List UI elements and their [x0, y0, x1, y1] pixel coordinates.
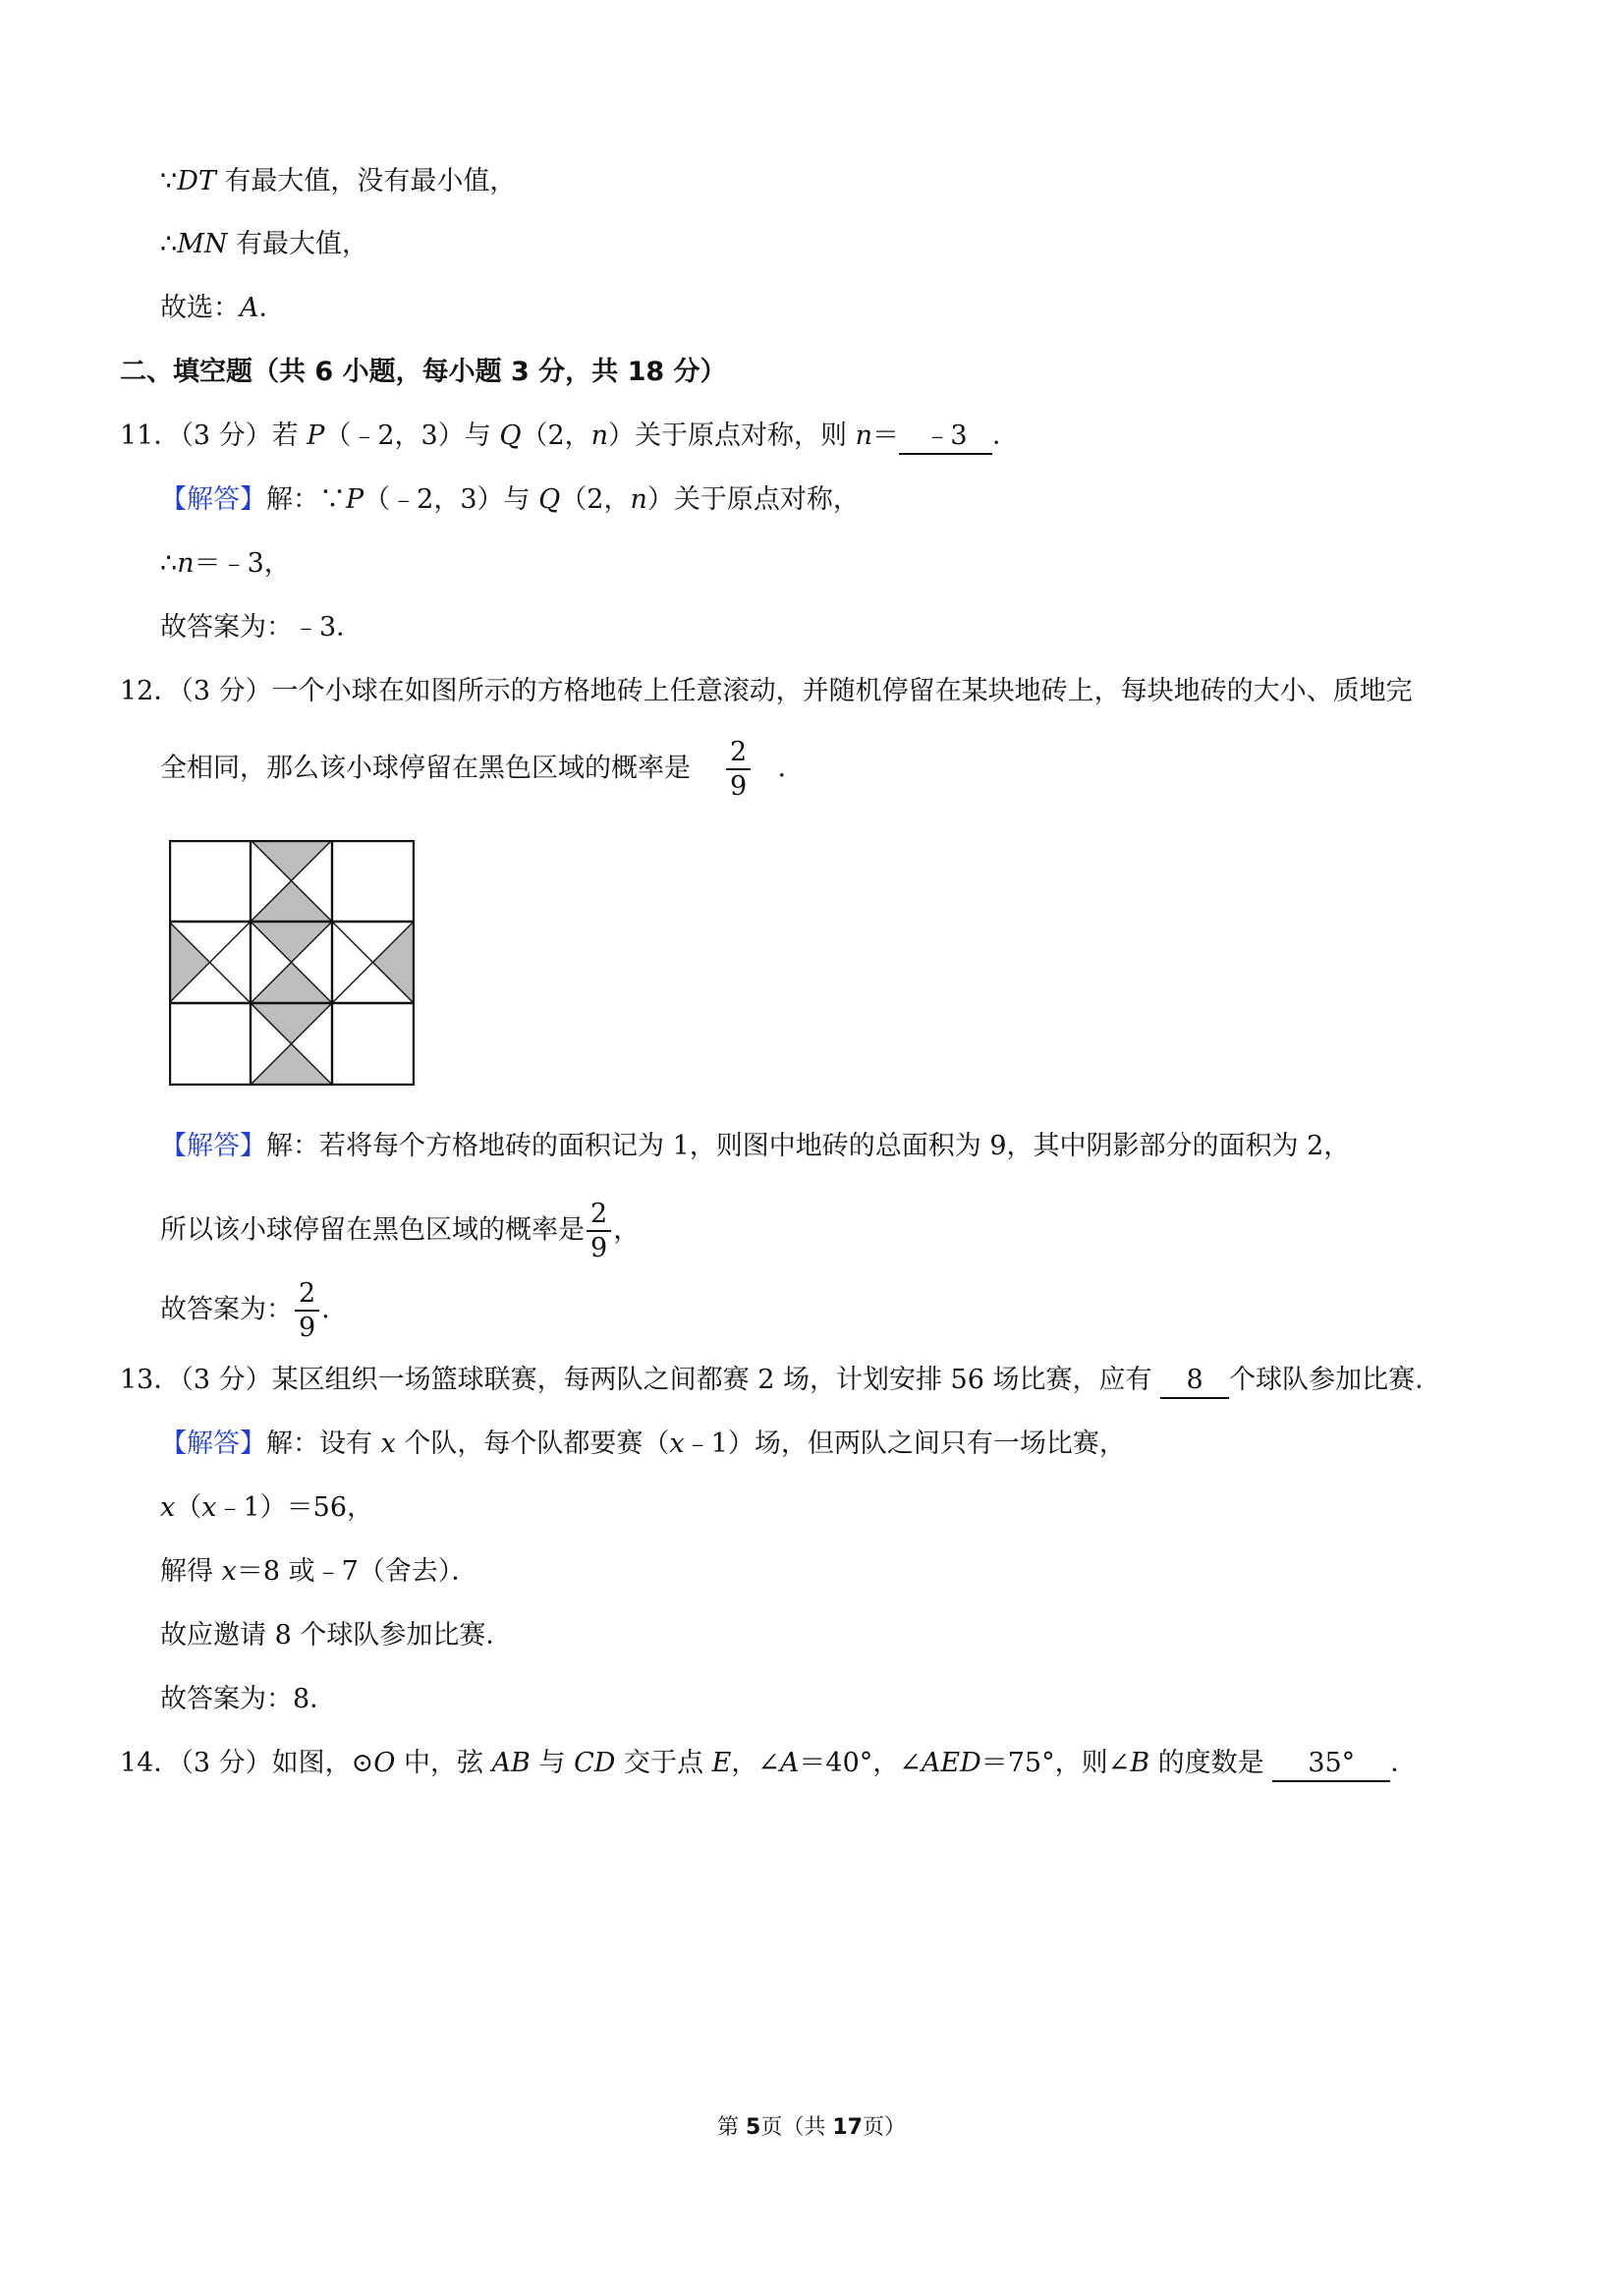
text: 解得 — [160, 1556, 222, 1587]
shaded-triangle — [251, 840, 332, 881]
var: O — [373, 1748, 396, 1778]
var: E — [711, 1748, 732, 1778]
q13-conclusion: 故应邀请 8 个球队参加比赛． — [160, 1620, 513, 1651]
numerator: 2 — [587, 1201, 611, 1232]
var: P — [346, 484, 364, 515]
var: MN — [177, 229, 228, 259]
denominator: 9 — [299, 1313, 316, 1343]
text: 页（共 — [760, 2115, 833, 2140]
q13-answer-line: 故答案为：8． — [160, 1684, 337, 1714]
solution-tag: 【解答】 — [160, 1428, 266, 1459]
q12-solution-line2 — [160, 1201, 640, 1261]
page-total: 17 — [832, 2115, 863, 2140]
text: ＝﹣3， — [194, 548, 291, 579]
q12-answer-blank — [700, 739, 778, 800]
text: ∵ — [160, 166, 178, 196]
q13-equation — [160, 1491, 373, 1525]
text: （2， — [521, 420, 591, 451]
var: x — [160, 1492, 176, 1523]
solution-tag: 【解答】 — [160, 484, 266, 515]
var: Q — [538, 484, 561, 515]
text: 的度数是 — [1149, 1748, 1273, 1778]
numerator: 2 — [726, 739, 751, 770]
fraction — [726, 739, 751, 800]
text: 解：∵ — [266, 484, 346, 515]
page-number: 5 — [746, 2115, 761, 2140]
text: 个队，每个队都要赛（ — [395, 1428, 670, 1459]
text: ∴ — [160, 229, 178, 259]
text: 故选： — [160, 293, 240, 323]
text: ． — [321, 1294, 349, 1325]
text: ． — [1390, 1748, 1418, 1778]
text: （2， — [560, 484, 631, 515]
text: ＝75°，则∠ — [980, 1748, 1131, 1778]
text: ）关于原点对称，则 — [608, 420, 856, 451]
text: （﹣2，3）与 — [364, 484, 539, 515]
q13-solve — [160, 1555, 477, 1589]
shaded-triangle — [169, 922, 210, 1003]
text: 有最大值， — [227, 229, 369, 259]
var: x — [221, 1556, 237, 1587]
q11-answer-blank: ﹣3 — [899, 420, 992, 455]
text: 解：设有 — [266, 1428, 381, 1459]
q13-answer-blank: 8 — [1160, 1364, 1229, 1399]
shaded-triangle — [251, 1044, 332, 1086]
text: ﹣1）＝56， — [216, 1492, 374, 1523]
text: 全相同，那么该小球停留在黑色区域的概率是 — [160, 753, 691, 784]
q12-stem: 12．（3 分）一个小球在如图所示的方格地砖上任意滚动，并随机停留在某块地砖上，每块地砖的大小、质地完 — [120, 676, 1413, 706]
q11-solution-line2 — [160, 547, 291, 581]
var: A — [240, 293, 259, 323]
fraction — [587, 1201, 611, 1261]
var: P — [307, 420, 325, 451]
text: ， — [613, 1214, 641, 1246]
text: ． — [258, 293, 286, 323]
text: 与 — [530, 1748, 575, 1778]
text: 13．（3 分）某区组织一场篮球联赛，每两队之间都赛 2 场，计划安排 56 场比赛，应有 — [120, 1365, 1161, 1395]
page-footer — [0, 2110, 1623, 2141]
text: 交于点 — [615, 1748, 712, 1778]
line-mn-max — [160, 228, 368, 261]
shaded-triangle — [251, 1003, 332, 1044]
denominator: 9 — [730, 771, 748, 802]
tile-grid-figure — [169, 840, 415, 1086]
text: 所以该小球停留在黑色区域的概率是 — [160, 1214, 585, 1246]
text: ＝40°，∠ — [799, 1748, 922, 1778]
q14-answer-blank: 35° — [1272, 1747, 1390, 1782]
q14-stem — [120, 1747, 1417, 1782]
text: ，∠ — [731, 1748, 780, 1778]
var: n — [855, 420, 873, 451]
text: 个球队参加比赛． — [1229, 1365, 1442, 1395]
shaded-triangle — [373, 922, 415, 1003]
var: AB — [491, 1748, 531, 1778]
text: （ — [175, 1492, 202, 1523]
text: 第 — [717, 2115, 747, 2140]
q13-stem — [120, 1364, 1441, 1399]
q12-stem-line2 — [160, 739, 805, 800]
text: 有最大值，没有最小值， — [215, 166, 517, 196]
text: ∴ — [160, 548, 178, 579]
text: 14．（3 分）如图，⊙ — [120, 1748, 374, 1778]
solution-tag: 【解答】 — [160, 1131, 266, 1161]
text: ＝8 或﹣7（舍去）． — [236, 1556, 478, 1587]
var: B — [1130, 1748, 1150, 1778]
var: AED — [921, 1748, 981, 1778]
line-dt-max — [160, 165, 516, 198]
text: ＝ — [872, 420, 900, 451]
shaded-triangle — [251, 881, 332, 923]
var: A — [779, 1748, 800, 1778]
numerator: 2 — [295, 1280, 319, 1312]
q13-solution — [160, 1428, 1126, 1461]
text: 故答案为： — [160, 1294, 293, 1325]
text: 中，弦 — [395, 1748, 492, 1778]
var: x — [380, 1428, 396, 1459]
text: 11．（3 分）若 — [120, 420, 308, 451]
text: ． — [777, 753, 805, 784]
text: 解：若将每个方格地砖的面积记为 1，则图中地砖的总面积为 9，其中阴影部分的面积为 2， — [266, 1131, 1351, 1161]
q12-answer-line — [160, 1280, 348, 1341]
q11-solution — [160, 483, 860, 517]
text: ）关于原点对称， — [646, 484, 860, 515]
text: ﹣1）场，但两队之间只有一场比赛， — [684, 1428, 1126, 1459]
fraction — [295, 1280, 319, 1341]
var: CD — [574, 1748, 616, 1778]
q11-stem — [120, 420, 1019, 455]
q12-solution — [160, 1130, 1350, 1163]
shaded-triangle — [251, 922, 332, 963]
var: x — [669, 1428, 685, 1459]
var: n — [177, 548, 195, 579]
var: DT — [177, 166, 216, 196]
denominator: 9 — [590, 1233, 608, 1263]
text: 页） — [862, 2115, 906, 2140]
q11-answer-line: 故答案为：﹣3． — [160, 612, 364, 643]
var: x — [201, 1492, 217, 1523]
shaded-triangle — [251, 963, 332, 1004]
var: Q — [499, 420, 522, 451]
section-title: 二、填空题（共 6 小题，每小题 3 分，共 18 分） — [120, 357, 727, 387]
line-choose-a — [160, 292, 286, 325]
var: n — [590, 420, 609, 451]
text: （﹣2，3）与 — [324, 420, 500, 451]
text: ． — [992, 420, 1020, 451]
var: n — [630, 484, 647, 515]
